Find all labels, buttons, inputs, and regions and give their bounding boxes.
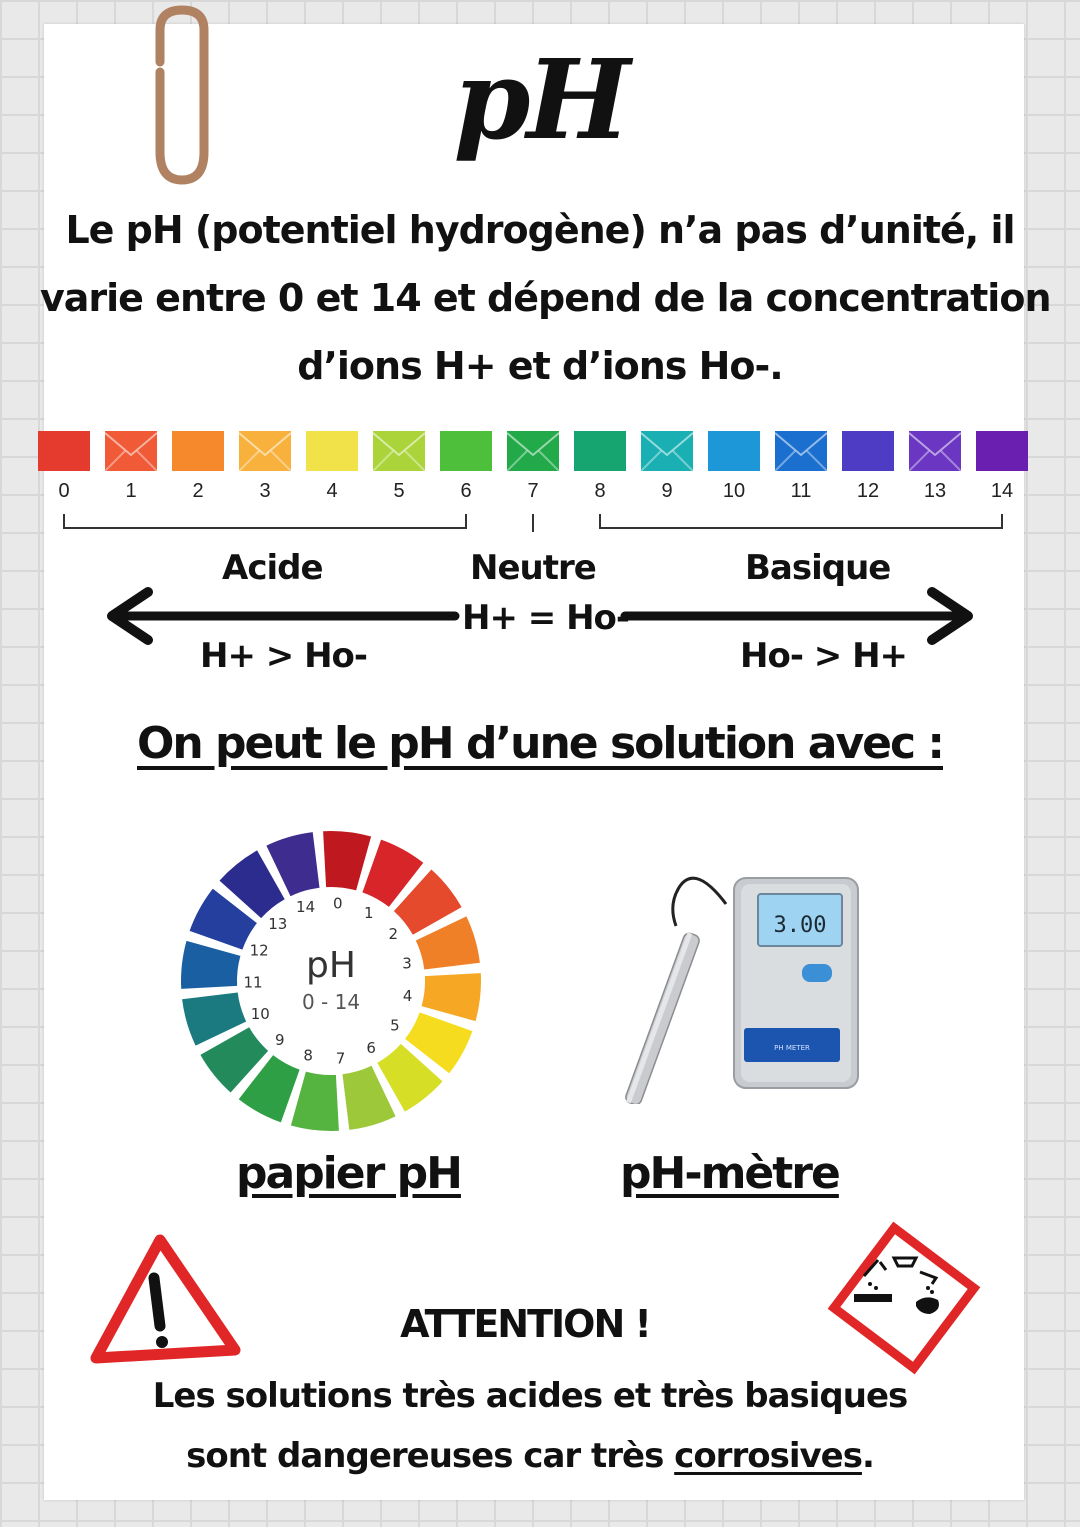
ph-swatch bbox=[842, 431, 894, 471]
wheel-number: 7 bbox=[335, 1049, 346, 1068]
acid-relation: H+ > Ho- bbox=[200, 636, 368, 676]
ph-swatch bbox=[172, 431, 224, 471]
ph-scale-number: 1 bbox=[125, 480, 137, 502]
wheel-number: 13 bbox=[268, 915, 288, 933]
ph-scale-number: 12 bbox=[856, 480, 880, 502]
ph-swatch bbox=[909, 431, 961, 471]
ph-scale-number: 5 bbox=[393, 480, 405, 502]
basic-label: Basique bbox=[745, 548, 891, 588]
wheel-number: 14 bbox=[296, 898, 316, 917]
wheel-number: 8 bbox=[303, 1046, 313, 1065]
corrosive-hazard-icon bbox=[820, 1214, 988, 1382]
ph-scale-number: 3 bbox=[259, 480, 271, 502]
ph-paper-wheel-image bbox=[178, 828, 484, 1134]
ph-swatch bbox=[105, 431, 157, 471]
wheel-segment bbox=[181, 941, 240, 989]
intro-line-3: d’ions H+ et d’ions Ho-. bbox=[297, 344, 783, 388]
ph-meter-image bbox=[596, 864, 866, 1104]
warning-triangle-icon bbox=[90, 1230, 245, 1370]
wheel-number: 0 bbox=[333, 894, 343, 913]
wheel-range: 0 - 14 bbox=[301, 990, 361, 1014]
methods-heading: On peut le pH d’une solution avec : bbox=[137, 718, 943, 769]
ph-swatch bbox=[38, 431, 90, 471]
wheel-number: 9 bbox=[275, 1030, 285, 1049]
ph-scale-number: 9 bbox=[661, 480, 673, 502]
basic-relation: Ho- > H+ bbox=[740, 636, 908, 676]
ph-scale-number: 2 bbox=[192, 480, 204, 502]
ph-meter-caption: pH-mètre bbox=[620, 1148, 839, 1199]
wheel-number: 5 bbox=[390, 1016, 400, 1035]
wheel-number: 2 bbox=[388, 925, 399, 944]
ph-swatch bbox=[708, 431, 760, 471]
ph-scale-number: 10 bbox=[722, 480, 746, 502]
corrosives-word: corrosives bbox=[674, 1436, 862, 1476]
intro-paragraph bbox=[40, 196, 1051, 400]
acid-label: Acide bbox=[222, 548, 323, 588]
intro-line-2: varie entre 0 et 14 et dépend de la concentration bbox=[40, 276, 1051, 320]
wheel-segment bbox=[323, 831, 371, 890]
ph-scale-number: 0 bbox=[58, 480, 70, 502]
warning-paragraph bbox=[0, 1366, 1060, 1486]
ph-swatch bbox=[440, 431, 492, 471]
ph-swatch bbox=[507, 431, 559, 471]
wheel-number: 10 bbox=[250, 1005, 270, 1023]
ph-swatch bbox=[239, 431, 291, 471]
ph-scale-number: 7 bbox=[527, 480, 539, 502]
ph-swatch bbox=[641, 431, 693, 471]
wheel-segment bbox=[291, 1072, 339, 1131]
ph-swatch bbox=[976, 431, 1028, 471]
ph-scale-number: 4 bbox=[326, 480, 338, 502]
ph-swatch bbox=[574, 431, 626, 471]
wheel-number: 4 bbox=[402, 986, 413, 1005]
warning-line-1: Les solutions très acides et très basiques bbox=[152, 1376, 908, 1416]
wheel-segment bbox=[422, 973, 481, 1021]
neutral-label: Neutre bbox=[470, 548, 596, 588]
page-title: pH bbox=[453, 35, 627, 164]
ph-paper-caption: papier pH bbox=[236, 1148, 461, 1199]
warning-line-2-start: sont dangereuses car très bbox=[186, 1436, 675, 1476]
intro-line-1: Le pH (potentiel hydrogène) n’a pas d’unité, il bbox=[65, 208, 1015, 252]
wheel-number: 3 bbox=[402, 954, 412, 973]
wheel-number: 1 bbox=[364, 903, 374, 922]
ph-swatch bbox=[373, 431, 425, 471]
ph-scale-number: 11 bbox=[790, 480, 812, 502]
warning-line-2 bbox=[0, 1426, 1060, 1486]
ph-scale-number: 14 bbox=[990, 480, 1014, 502]
ph-scale-number: 8 bbox=[594, 480, 606, 502]
meter-display: 3.00 bbox=[773, 913, 827, 938]
ph-scale-number: 13 bbox=[923, 480, 947, 502]
ph-swatch bbox=[306, 431, 358, 471]
meter-badge: PH METER bbox=[774, 1044, 810, 1052]
wheel-number: 6 bbox=[366, 1038, 376, 1057]
wheel-number: 11 bbox=[243, 973, 263, 992]
warning-line-2-end: . bbox=[861, 1436, 874, 1476]
ph-scale-number: 6 bbox=[460, 480, 472, 502]
neutral-relation: H+ = Ho- bbox=[462, 598, 630, 638]
wheel-number: 12 bbox=[249, 941, 269, 960]
ph-swatch bbox=[775, 431, 827, 471]
wheel-title: pH bbox=[306, 945, 356, 986]
ph-color-scale bbox=[38, 431, 1028, 471]
attention-title: ATTENTION ! bbox=[400, 1302, 650, 1346]
